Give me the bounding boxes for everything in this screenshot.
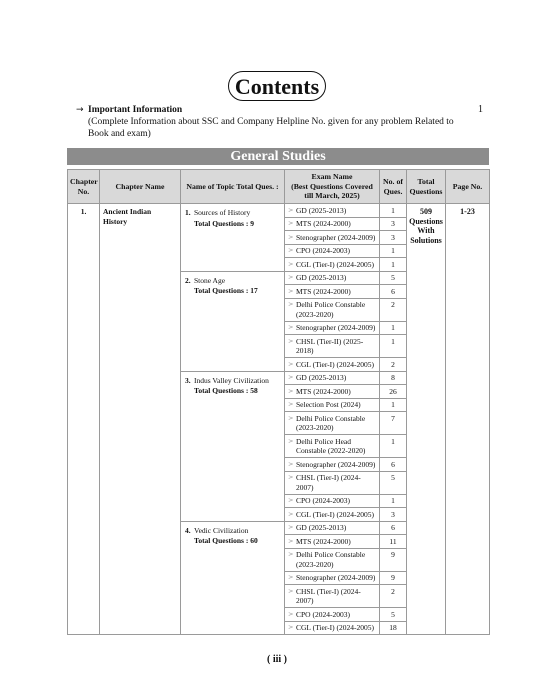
exam-name: CHSL (Tier-I) (2024-2007): [296, 473, 361, 492]
header-exam-name: [285, 170, 380, 204]
topic-number: 2.: [185, 275, 191, 285]
exam-cell: [285, 258, 380, 272]
exam-cell: [285, 285, 380, 299]
exam-line: [288, 387, 377, 397]
arrow-right-icon: →: [76, 105, 84, 115]
exam-line: [288, 510, 377, 520]
exam-name: GD (2025-2013): [296, 523, 347, 532]
exam-name: MTS (2024-2000): [296, 219, 351, 228]
chevron-right-icon: >: [288, 623, 294, 631]
topic-line: [185, 526, 282, 536]
question-count: 1: [380, 494, 407, 508]
section-title: General Studies: [67, 148, 489, 165]
chevron-right-icon: >: [288, 286, 294, 295]
exam-cell: [285, 358, 380, 372]
exam-line: [288, 373, 377, 383]
exam-name: GD (2025-2013): [296, 373, 347, 382]
exam-line: [288, 300, 377, 319]
chevron-right-icon: >: [288, 259, 294, 268]
topic-line: [185, 276, 282, 286]
exam-cell: [285, 321, 380, 335]
exam-cell: [285, 412, 380, 435]
question-count: 11: [380, 535, 407, 549]
exam-line: [288, 287, 377, 297]
question-count: 1: [380, 435, 407, 458]
question-count: 18: [380, 621, 407, 635]
question-count: 6: [380, 285, 407, 299]
question-count: 3: [380, 217, 407, 231]
topic-number: 1.: [185, 208, 191, 217]
exam-name: Selection Post (2024): [296, 400, 361, 409]
topic-number: 3.: [185, 375, 191, 385]
chevron-right-icon: >: [288, 273, 294, 281]
chevron-right-icon: >: [288, 400, 294, 408]
question-count: 2: [380, 298, 407, 321]
topic-cell: [181, 204, 285, 272]
topic-line: [185, 208, 282, 218]
exam-cell: [285, 298, 380, 321]
exam-line: [288, 260, 377, 270]
table-header-row: [68, 170, 490, 204]
topic-name: Sources of History: [194, 208, 251, 217]
chevron-right-icon: >: [288, 323, 294, 331]
question-count: 26: [380, 385, 407, 399]
exam-line: [288, 246, 377, 256]
exam-name: CGL (Tier-I) (2024-2005): [296, 623, 375, 632]
exam-name: CPO (2024-2003): [296, 496, 350, 505]
question-count: 9: [380, 571, 407, 585]
exam-name: Delhi Police Constable (2023-2020): [296, 300, 366, 319]
question-count: 1: [380, 244, 407, 258]
question-count: 6: [380, 458, 407, 472]
exam-name: MTS (2024-2000): [296, 536, 351, 546]
chevron-right-icon: >: [288, 336, 294, 345]
chevron-right-icon: >: [288, 373, 294, 381]
question-count: 3: [380, 508, 407, 522]
exam-name: CPO (2024-2003): [296, 609, 350, 619]
chevron-right-icon: >: [288, 413, 294, 422]
exam-cell: [285, 271, 380, 285]
exam-line: [288, 337, 377, 356]
exam-line: [288, 610, 377, 620]
exam-name: Delhi Police Head Constable (2022-2020): [296, 436, 366, 455]
exam-cell: [285, 217, 380, 231]
topic-total: Total Questions : 9: [194, 218, 254, 228]
important-heading: Important Information: [88, 105, 183, 115]
exam-line: [288, 233, 377, 243]
topic-total: Total Questions : 17: [194, 286, 258, 295]
chevron-right-icon: >: [288, 219, 294, 227]
exam-line: [288, 273, 377, 283]
chevron-right-icon: >: [288, 300, 294, 308]
question-count: 2: [380, 585, 407, 608]
exam-name: Delhi Police Constable (2023-2020): [296, 413, 366, 432]
exam-cell: [285, 621, 380, 635]
topic-cell: [181, 271, 285, 371]
question-count: 1: [380, 321, 407, 335]
chevron-right-icon: >: [288, 386, 294, 395]
exam-name: GD (2025-2013): [296, 273, 347, 282]
question-count: 1: [380, 335, 407, 358]
exam-cell: [285, 494, 380, 508]
topic-cell: [181, 521, 285, 635]
chevron-right-icon: >: [288, 232, 294, 241]
exam-line: [288, 360, 377, 370]
exam-cell: [285, 204, 380, 218]
exam-cell: [285, 608, 380, 622]
important-page-number: 1: [478, 104, 483, 115]
contents-table: [67, 169, 490, 635]
question-count: 2: [380, 358, 407, 372]
question-count: 8: [380, 371, 407, 385]
topic-line: [185, 376, 282, 386]
chevron-right-icon: >: [288, 550, 294, 558]
question-count: 5: [380, 608, 407, 622]
question-count: 1: [380, 398, 407, 412]
exam-name: Stenographer (2024-2009): [296, 323, 376, 332]
chevron-right-icon: >: [288, 459, 294, 468]
exam-line: [288, 323, 377, 333]
topic-cell: [181, 371, 285, 521]
exam-name: CGL (Tier-I) (2024-2005): [296, 509, 375, 519]
header-exam-title: Exam Name: [311, 172, 353, 182]
chevron-right-icon: >: [288, 359, 294, 368]
exam-line: [288, 437, 377, 456]
exam-name: GD (2025-2013): [296, 205, 347, 215]
header-topic: Name of Topic Total Ques. :: [181, 170, 285, 204]
question-count: 6: [380, 521, 407, 535]
exam-name: MTS (2024-2000): [296, 386, 351, 396]
exam-line: [288, 414, 377, 433]
exam-name: Stenographer (2024-2009): [296, 232, 376, 242]
header-chapter-no: Chapter No.: [68, 170, 100, 204]
contents-title: Contents: [228, 71, 326, 101]
total-questions: 509 Questions With Solutions: [407, 204, 446, 635]
question-count: 1: [380, 258, 407, 272]
exam-cell: [285, 571, 380, 585]
question-count: 5: [380, 471, 407, 494]
exam-cell: [285, 535, 380, 549]
exam-cell: [285, 458, 380, 472]
chevron-right-icon: >: [288, 609, 294, 618]
exam-name: CGL (Tier-I) (2024-2005): [296, 259, 375, 269]
exam-name: CHSL (Tier-I) (2024-2007): [296, 586, 361, 605]
exam-cell: [285, 244, 380, 258]
chevron-right-icon: >: [288, 205, 294, 214]
topic-number: 4.: [185, 525, 191, 535]
chevron-right-icon: >: [288, 436, 294, 445]
topic-name: Stone Age: [194, 275, 226, 285]
question-count: 9: [380, 548, 407, 571]
chevron-right-icon: >: [288, 523, 294, 531]
exam-cell: [285, 435, 380, 458]
exam-name: Stenographer (2024-2009): [296, 459, 376, 469]
exam-cell: [285, 335, 380, 358]
exam-cell: [285, 398, 380, 412]
exam-line: [288, 400, 377, 410]
header-total-questions: Total Questions: [407, 170, 446, 204]
chapter-number: 1.: [68, 204, 100, 635]
chevron-right-icon: >: [288, 509, 294, 518]
exam-cell: [285, 508, 380, 522]
exam-line: [288, 623, 377, 633]
important-information: [76, 104, 476, 140]
question-count: 1: [380, 204, 407, 218]
exam-line: [288, 550, 377, 569]
header-chapter-name: Chapter Name: [100, 170, 181, 204]
exam-line: [288, 537, 377, 547]
question-count: 7: [380, 412, 407, 435]
topic-total: Total Questions : 60: [194, 536, 258, 545]
exam-line: [288, 587, 377, 606]
exam-line: [288, 206, 377, 216]
chevron-right-icon: >: [288, 246, 294, 254]
exam-cell: [285, 385, 380, 399]
question-count: 3: [380, 231, 407, 245]
chevron-right-icon: >: [288, 496, 294, 504]
topic-total: Total Questions : 58: [194, 386, 258, 395]
header-page-no: Page No.: [446, 170, 490, 204]
chevron-right-icon: >: [288, 573, 294, 581]
exam-name: CHSL (Tier-II) (2025-2018): [296, 336, 364, 355]
exam-cell: [285, 585, 380, 608]
table-row: [68, 204, 490, 218]
exam-line: [288, 573, 377, 583]
chapter-name: Ancient Indian History: [100, 204, 181, 635]
important-description: (Complete Information about SSC and Company Helpline No. given for any problem Related to Book and exam): [88, 117, 454, 139]
exam-name: MTS (2024-2000): [296, 286, 351, 296]
question-count: 5: [380, 271, 407, 285]
exam-line: [288, 473, 377, 492]
exam-cell: [285, 471, 380, 494]
exam-line: [288, 460, 377, 470]
exam-name: Stenographer (2024-2009): [296, 573, 376, 582]
page-range: 1-23: [446, 204, 490, 635]
exam-cell: [285, 231, 380, 245]
exam-line: [288, 219, 377, 229]
exam-name: Delhi Police Constable (2023-2020): [296, 550, 366, 569]
exam-cell: [285, 371, 380, 385]
exam-cell: [285, 548, 380, 571]
exam-line: [288, 523, 377, 533]
page-footer: ( iii ): [267, 654, 287, 665]
topic-name: Indus Valley Civilization: [194, 375, 269, 385]
exam-name: CPO (2024-2003): [296, 246, 350, 255]
header-exam-sub: (Best Questions Covered till March, 2025): [291, 181, 373, 201]
chevron-right-icon: >: [288, 536, 294, 545]
exam-name: CGL (Tier-I) (2024-2005): [296, 359, 375, 369]
exam-cell: [285, 521, 380, 535]
header-no-of-ques: No. of Ques.: [380, 170, 407, 204]
chevron-right-icon: >: [288, 473, 294, 481]
exam-line: [288, 496, 377, 506]
chevron-right-icon: >: [288, 586, 294, 595]
topic-name: Vedic Civilization: [194, 525, 249, 535]
